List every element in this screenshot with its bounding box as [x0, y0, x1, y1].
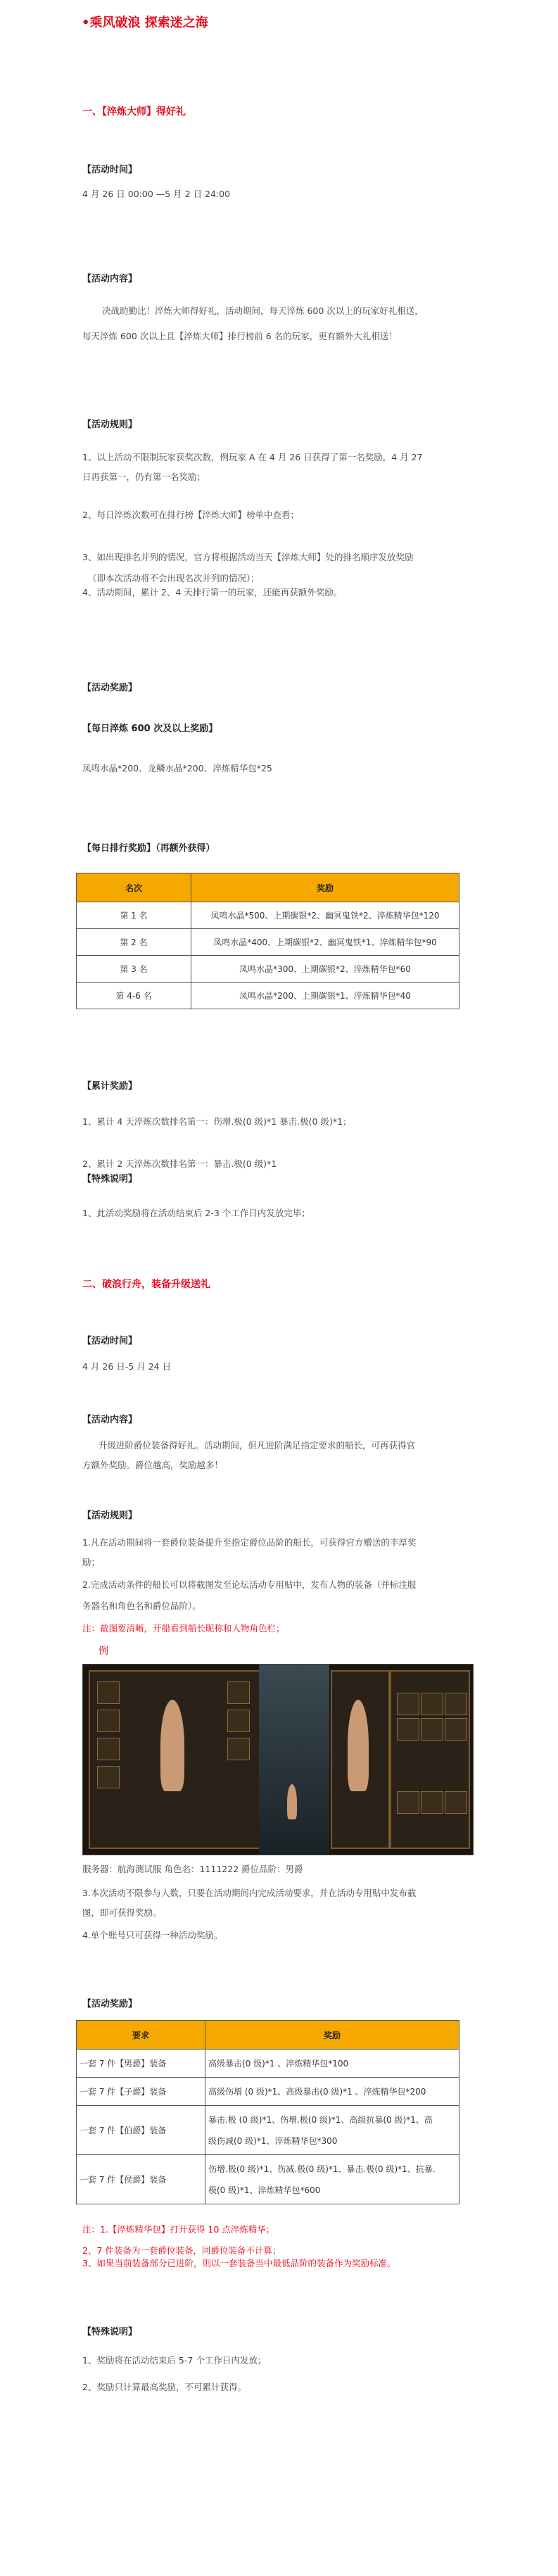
section1-cumulative-label: 【累计奖励】: [82, 1081, 138, 1092]
inventory-slot: [397, 1718, 419, 1741]
section1-rules-line: 3、如出现排名并列的情况，官方将根据活动当天【淬炼大师】处的排名顺序发放奖励: [82, 552, 414, 562]
table-header: 奖励: [191, 873, 459, 902]
reward-note: 3、如果当前装备部分已进阶，则以一套装备当中最低品阶的装备作为奖励标准。: [82, 2258, 396, 2268]
table-header: 名次: [77, 873, 191, 902]
section1-note-label: 【特殊说明】: [82, 1174, 138, 1185]
reward-cell-line: 暴击.极 (0 级)*1、伤增.极(0 级)*1、高级抗暴(0 级)*1、高: [208, 2114, 433, 2125]
reward-cell-line: 伤增.极(0 级)*1、伤减.极(0 级)*1、暴击.极(0 级)*1、抗暴.: [208, 2164, 436, 2174]
section1-rules-line: 4、活动期间，累计 2、4 天排行第一的玩家，还能再获额外奖励。: [82, 587, 343, 598]
inventory-slot: [445, 1718, 467, 1741]
section2-content-line: 升级进阶爵位装备得好礼。活动期间，但凡进阶满足指定要求的船长，可再获得官: [99, 1440, 416, 1451]
character-figure: [287, 1784, 297, 1819]
character-figure: [348, 1700, 369, 1791]
table-row: [77, 2050, 459, 2078]
screenshot-note: 注：截图要清晰，开船看到船长昵称和人物角色栏；: [82, 1623, 285, 1634]
section1-content-line: 每天淬炼 600 次以上且【淬炼大师】排行榜前 6 名的玩家，更有额外大礼相送！: [82, 331, 398, 341]
character-figure: [160, 1700, 184, 1791]
section1-cumulative-line: 1、累计 4 天淬炼次数排名第一：伤增.极(0 级)*1 暴击.极(0 级)*1；: [82, 1116, 352, 1127]
equip-slot: [97, 1766, 120, 1788]
section1-note-line: 1、此活动奖励将在活动结束后 2-3 个工作日内发放完毕；: [82, 1208, 310, 1218]
reward-cell: 高级伤增 (0 级)*1、高级暴击(0 级)*1 、淬炼精华包*200: [205, 2078, 459, 2106]
character-panel: [331, 1670, 390, 1849]
game-screenshot-image: [82, 1664, 474, 1855]
section2-special-label: 【特殊说明】: [82, 2327, 138, 2337]
requirement-cell: 一套 7 件【男爵】装备: [77, 2050, 205, 2078]
section2-special-line: 1、奖励将在活动结束后 5-7 个工作日内发放；: [82, 2355, 267, 2366]
section1-rank-label: 【每日排行奖励】（再额外获得）: [82, 843, 215, 854]
section2-rules-after-line: 4.单个账号只可获得一种活动奖励。: [82, 1930, 223, 1940]
requirement-cell: 一套 7 件【侯爵】装备: [77, 2155, 205, 2204]
section1-daily-label: 【每日淬炼 600 次及以上奖励】: [82, 724, 218, 734]
reward-note: 注：1.【淬炼精华包】打开获得 10 点淬炼精华；: [82, 2224, 275, 2235]
equip-slot: [227, 1710, 250, 1732]
equip-slot: [97, 1681, 120, 1704]
section1-heading: 一、【淬炼大师】得好礼: [82, 106, 186, 118]
section1-reward-label: 【活动奖励】: [82, 683, 138, 693]
rank-cell: 第 1 名: [77, 902, 191, 929]
page-title: •乘风破浪 探索迷之海: [82, 15, 208, 30]
table-row: [77, 929, 459, 956]
reward-cell: 凤鸣水晶*500、上期碳银*2、幽冥鬼铁*2、淬炼精华包*120: [191, 902, 459, 929]
inventory-slot: [397, 1693, 419, 1715]
table-row: [77, 983, 459, 1009]
reward-cell: [205, 2106, 459, 2155]
section2-rules-line: 励；: [82, 1557, 101, 1567]
inventory-slot: [445, 1791, 467, 1814]
requirement-cell: 一套 7 件【子爵】装备: [77, 2078, 205, 2106]
equip-slot: [97, 1738, 120, 1760]
example-label: 例: [99, 1646, 108, 1657]
table-header: 要求: [77, 2021, 205, 2050]
inventory-slot: [421, 1693, 443, 1715]
inventory-panel: [390, 1670, 470, 1849]
reward-note: 2、7 件装备为一套爵位装备，同爵位装备不计算；: [82, 2245, 281, 2256]
reward-cell: 凤鸣水晶*400、上期碳银*2、幽冥鬼铁*1、淬炼精华包*90: [191, 929, 459, 956]
section1-rules-line: 日再获第一，仍有第一名奖励；: [82, 472, 206, 482]
section1-daily-reward: 凤鸣水晶*200、龙鳞水晶*200、淬炼精华包*25: [82, 763, 272, 774]
table-row: [77, 2155, 459, 2204]
server-info: 服务器：航海测试服 角色名：1111222 爵位品阶：男爵: [82, 1864, 303, 1874]
table-row: [77, 902, 459, 929]
reward-cell: 高级暴击(0 级)*1 、淬炼精华包*100: [205, 2050, 459, 2078]
reward-cell: 凤鸣水晶*300、上期碳银*2、淬炼精华包*60: [191, 956, 459, 983]
rank-reward-table: [76, 873, 459, 1009]
section1-time-value: 4 月 26 日 00:00 —5 月 2 日 24:00: [82, 189, 231, 199]
table-row: [77, 2078, 459, 2106]
requirement-cell: 一套 7 件【伯爵】装备: [77, 2106, 205, 2155]
equipment-panel: [89, 1670, 260, 1849]
equip-slot: [227, 1738, 250, 1760]
section2-time-value: 4 月 26 日-5 月 24 日: [82, 1361, 172, 1372]
reward-cell: [205, 2155, 459, 2204]
section1-content-label: 【活动内容】: [82, 274, 138, 284]
section2-rules-label: 【活动规则】: [82, 1510, 138, 1521]
inventory-slot: [445, 1693, 467, 1715]
section2-rules-line: 务器名和角色名和爵位品阶）。: [82, 1600, 201, 1611]
table-row: [77, 956, 459, 983]
section1-rules-line: 2、每日淬炼次数可在排行榜【淬炼大师】榜单中查看；: [82, 510, 299, 520]
game-scene: [259, 1665, 329, 1855]
equip-slot: [227, 1681, 250, 1704]
section1-cumulative-line: 2、累计 2 天淬炼次数排名第一：暴击.极(0 级)*1: [82, 1158, 277, 1169]
section2-rules-line: 2.完成活动条件的船长可以将截图发至论坛活动专用贴中，发布人物的装备（并标注服: [82, 1579, 417, 1590]
rank-cell: 第 2 名: [77, 929, 191, 956]
section1-time-label: 【活动时间】: [82, 165, 138, 175]
section2-rules-after-line: 3.本次活动不限参与人数，只要在活动期间内完成活动要求，并在活动专用贴中发布截: [82, 1888, 417, 1898]
table-header: 奖励: [205, 2021, 459, 2050]
section2-time-label: 【活动时间】: [82, 1336, 138, 1346]
rank-cell: 第 4-6 名: [77, 983, 191, 1009]
equipment-reward-table: [76, 2020, 459, 2204]
section2-heading: 二、破浪行舟，装备升级送礼: [82, 1279, 210, 1290]
section2-reward-label: 【活动奖励】: [82, 1999, 138, 2009]
section2-rules-line: 1.凡在活动期间将一套爵位装备提升至指定爵位品阶的船长，可获得官方赠送的丰厚奖: [82, 1537, 417, 1548]
table-row: [77, 2106, 459, 2155]
section1-rules-line: 1、以上活动不限制玩家获奖次数，例玩家 A 在 4 月 26 日获得了第一名奖励，4 月 27: [82, 452, 423, 462]
inventory-slot: [421, 1791, 443, 1814]
section1-rules-label: 【活动规则】: [82, 419, 138, 430]
section1-rules-line: （即本次活动将不会出现名次并列的情况）；: [88, 573, 260, 583]
reward-cell-line: 极(0 级)*1、淬炼精华包*600: [208, 2185, 321, 2195]
section2-content-line: 方额外奖励。爵位越高，奖励越多！: [82, 1460, 224, 1470]
section2-content-label: 【活动内容】: [82, 1415, 138, 1425]
equip-slot: [97, 1710, 120, 1732]
section1-content-line: 决战助勤比！淬炼大师得好礼，活动期间，每天淬炼 600 次以上的玩家好礼相送，: [102, 305, 424, 316]
section2-rules-after-line: 图，即可获得奖励。: [82, 1907, 162, 1918]
section2-special-line: 2、奖励只计算最高奖励，不可累计获得。: [82, 2382, 246, 2392]
reward-cell-line: 级伤减(0 级)*1、淬炼精华包*300: [208, 2135, 338, 2146]
inventory-slot: [397, 1791, 419, 1814]
reward-cell: 凤鸣水晶*200、上期碳银*1、淬炼精华包*40: [191, 983, 459, 1009]
rank-cell: 第 3 名: [77, 956, 191, 983]
inventory-slot: [421, 1718, 443, 1741]
